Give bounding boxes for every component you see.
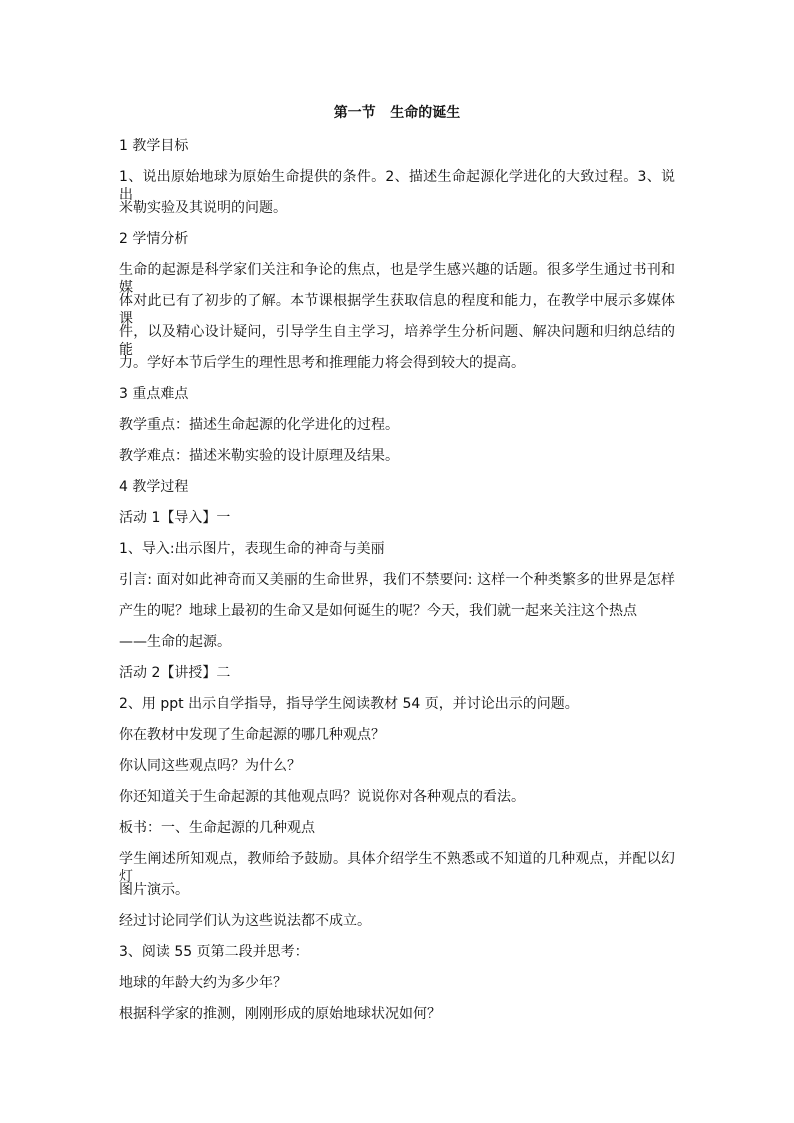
section-heading-key-points: 3 重点难点 [119, 386, 189, 402]
paragraph-line: ——生命的起源。 [119, 634, 231, 650]
paragraph-line: 3、阅读 55 页第二段并思考： [119, 944, 309, 960]
paragraph-line: 你在教材中发现了生命起源的哪几种观点？ [119, 727, 385, 743]
paragraph-line: 你认同这些观点吗？为什么？ [119, 758, 301, 774]
paragraph-line: 生命的起源是科学家们关注和争论的焦点，也是学生感兴趣的话题。很多学生通过书刊和媒 [119, 262, 675, 296]
activity-heading: 活动 2【讲授】二 [119, 665, 231, 681]
page-title: 第一节 生命的诞生 [333, 105, 461, 121]
paragraph-line: 教学重点：描述生命起源的化学进化的过程。 [119, 417, 399, 433]
paragraph-line: 地球的年龄大约为多少年？ [119, 975, 287, 991]
paragraph-line: 引言: 面对如此神奇而又美丽的生命世界，我们不禁要问: 这样一个种类繁多的世界是怎样 [119, 572, 675, 588]
paragraph-line: 1、说出原始地球为原始生命提供的条件。2、描述生命起源化学进化的大致过程。3、说出 [119, 169, 675, 203]
paragraph-line: 产生的呢？地球上最初的生命又是如何诞生的呢？今天，我们就一起来关注这个热点 [119, 603, 637, 619]
paragraph-line: 1、导入:出示图片，表现生命的神奇与美丽 [119, 541, 385, 557]
paragraph-line: 教学难点：描述米勒实验的设计原理及结果。 [119, 448, 399, 464]
paragraph-line: 经过讨论同学们认为这些说法都不成立。 [119, 913, 371, 929]
section-heading-analysis: 2 学情分析 [119, 231, 189, 247]
paragraph-line: 学生阐述所知观点，教师给予鼓励。具体介绍学生不熟悉或不知道的几种观点，并配以幻灯 [119, 851, 675, 885]
paragraph-line: 米勒实验及其说明的问题。 [119, 200, 287, 216]
activity-heading: 活动 1【导入】一 [119, 510, 231, 526]
paragraph-line: 板书：一、生命起源的几种观点 [119, 820, 315, 836]
paragraph-line: 力。学好本节后学生的理性思考和推理能力将会得到较大的提高。 [119, 355, 525, 371]
section-heading-objectives: 1 教学目标 [119, 138, 189, 154]
section-heading-process: 4 教学过程 [119, 479, 189, 495]
paragraph-line: 你还知道关于生命起源的其他观点吗？说说你对各种观点的看法。 [119, 789, 525, 805]
paragraph-line: 件，以及精心设计疑问，引导学生自主学习，培养学生分析问题、解决问题和归纳总结的能 [119, 324, 675, 358]
paragraph-line: 体对此已有了初步的了解。本节课根据学生获取信息的程度和能力，在教学中展示多媒体课 [119, 293, 675, 327]
paragraph-line: 根据科学家的推测，刚刚形成的原始地球状况如何？ [119, 1006, 441, 1022]
paragraph-line: 2、用 ppt 出示自学指导，指导学生阅读教材 54 页，并讨论出示的问题。 [119, 696, 579, 712]
paragraph-line: 图片演示。 [119, 882, 189, 898]
